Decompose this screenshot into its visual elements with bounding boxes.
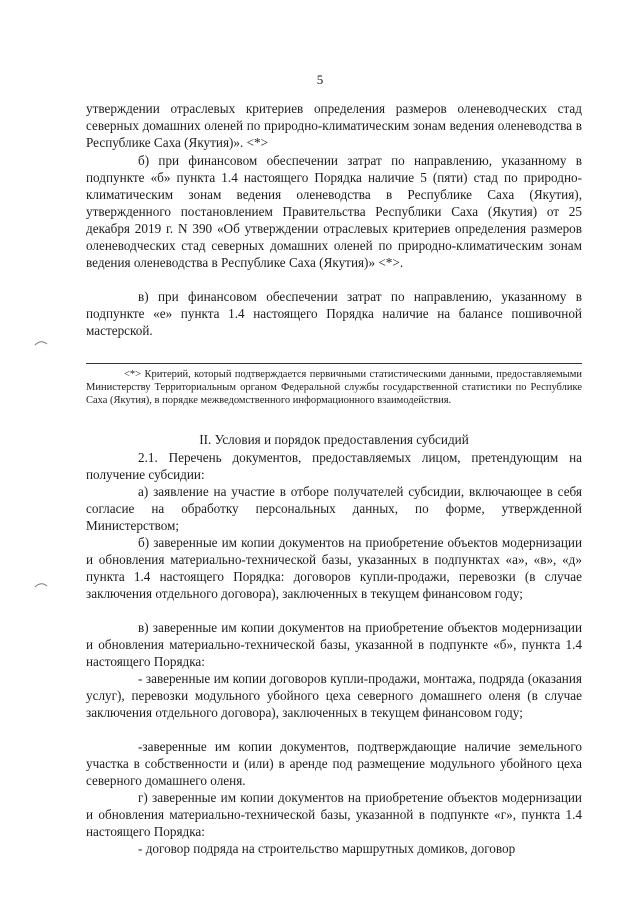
- list-item-route-houses: - договор подряда на строительство маршрутных домиков, договор: [138, 841, 516, 856]
- paragraph-continuation: утверждении отраслевых критериев определения размеров оленеводческих стад северных домашних оленей по природно-климатическим зонам ведения оленеводства в Республике Саха (Якутия)». <*>: [86, 101, 582, 150]
- page-number: 5: [316, 72, 324, 87]
- list-item-contracts: - заверенные им копии договоров купли-продажи, монтажа, подряда (оказания услуг), перевозки модульного убойного цеха северного домашнего оленя (в случае заключения отдельного договора), заключенных в текущем финансовом году;: [86, 671, 582, 720]
- list-item-land: -заверенные им копии документов, подтверждающие наличие земельного участка в собственности и (или) в аренде под размещение модульного убойного цеха северного домашнего оленя.: [86, 739, 582, 788]
- footnote-separator: [86, 363, 582, 364]
- paragraph-b: б) при финансовом обеспечении затрат по направлению, указанному в подпункте «б» пункта 1.4 настоящего Порядка наличие 5 (пяти) стад по природно-климатическим зонам ведения оленеводства в Республике Саха (Якутия), утвержденного постановлением Правительства Республики Саха (Якутия) от 25 декабря 2019 г. N 390 «Об утверждении отраслевых критериев определения размеров оленеводческих стад северных домашних оленей по природно-климатическим зонам ведения оленеводства в Республике Саха (Якутия)» <*>.: [86, 153, 582, 270]
- section-heading: II. Условия и порядок предоставления субсидий: [199, 432, 469, 447]
- paragraph-a: а) заявление на участие в отборе получателей субсидии, включающее в себя согласие на обработку персональных данных, по форме, утвержденной Министерством;: [86, 484, 582, 533]
- margin-mark: [34, 340, 48, 346]
- paragraph-2-1: 2.1. Перечень документов, предоставляемых лицом, претендующим на получение субсидии:: [86, 450, 582, 482]
- margin-mark: [34, 582, 48, 588]
- paragraph-v: в) при финансовом обеспечении затрат по направлению, указанному в подпункте «е» пункта 1.4 настоящего Порядка наличие на балансе пошивочной мастерской.: [86, 289, 582, 338]
- paragraph-v-docs: в) заверенные им копии документов на приобретение объектов модернизации и обновления материально-технической базы, указанной в подпункте «б», пункта 1.4 настоящего Порядка:: [86, 620, 582, 669]
- paragraph-g-docs: г) заверенные им копии документов на приобретение объектов модернизации и обновления материально-технической базы, указанной в подпункте «г», пункта 1.4 настоящего Порядка:: [86, 790, 582, 839]
- footnote: <*> Критерий, который подтверждается первичными статистическими данными, предоставляемыми Министерству Территориальным органом Федеральной службы государственной статистики по Республике Саха (Якутия), в порядке межведомственного информационного взаимодействия.: [86, 369, 582, 406]
- paragraph-b-docs: б) заверенные им копии документов на приобретение объектов модернизации и обновления материально-технической базы, указанных в подпунктах «а», «в», «д» пункта 1.4 настоящего Порядка: договоров купли-продажи, перевозки (в случае заключения отдельного договора), заключенных в текущем финансовом году;: [86, 535, 582, 601]
